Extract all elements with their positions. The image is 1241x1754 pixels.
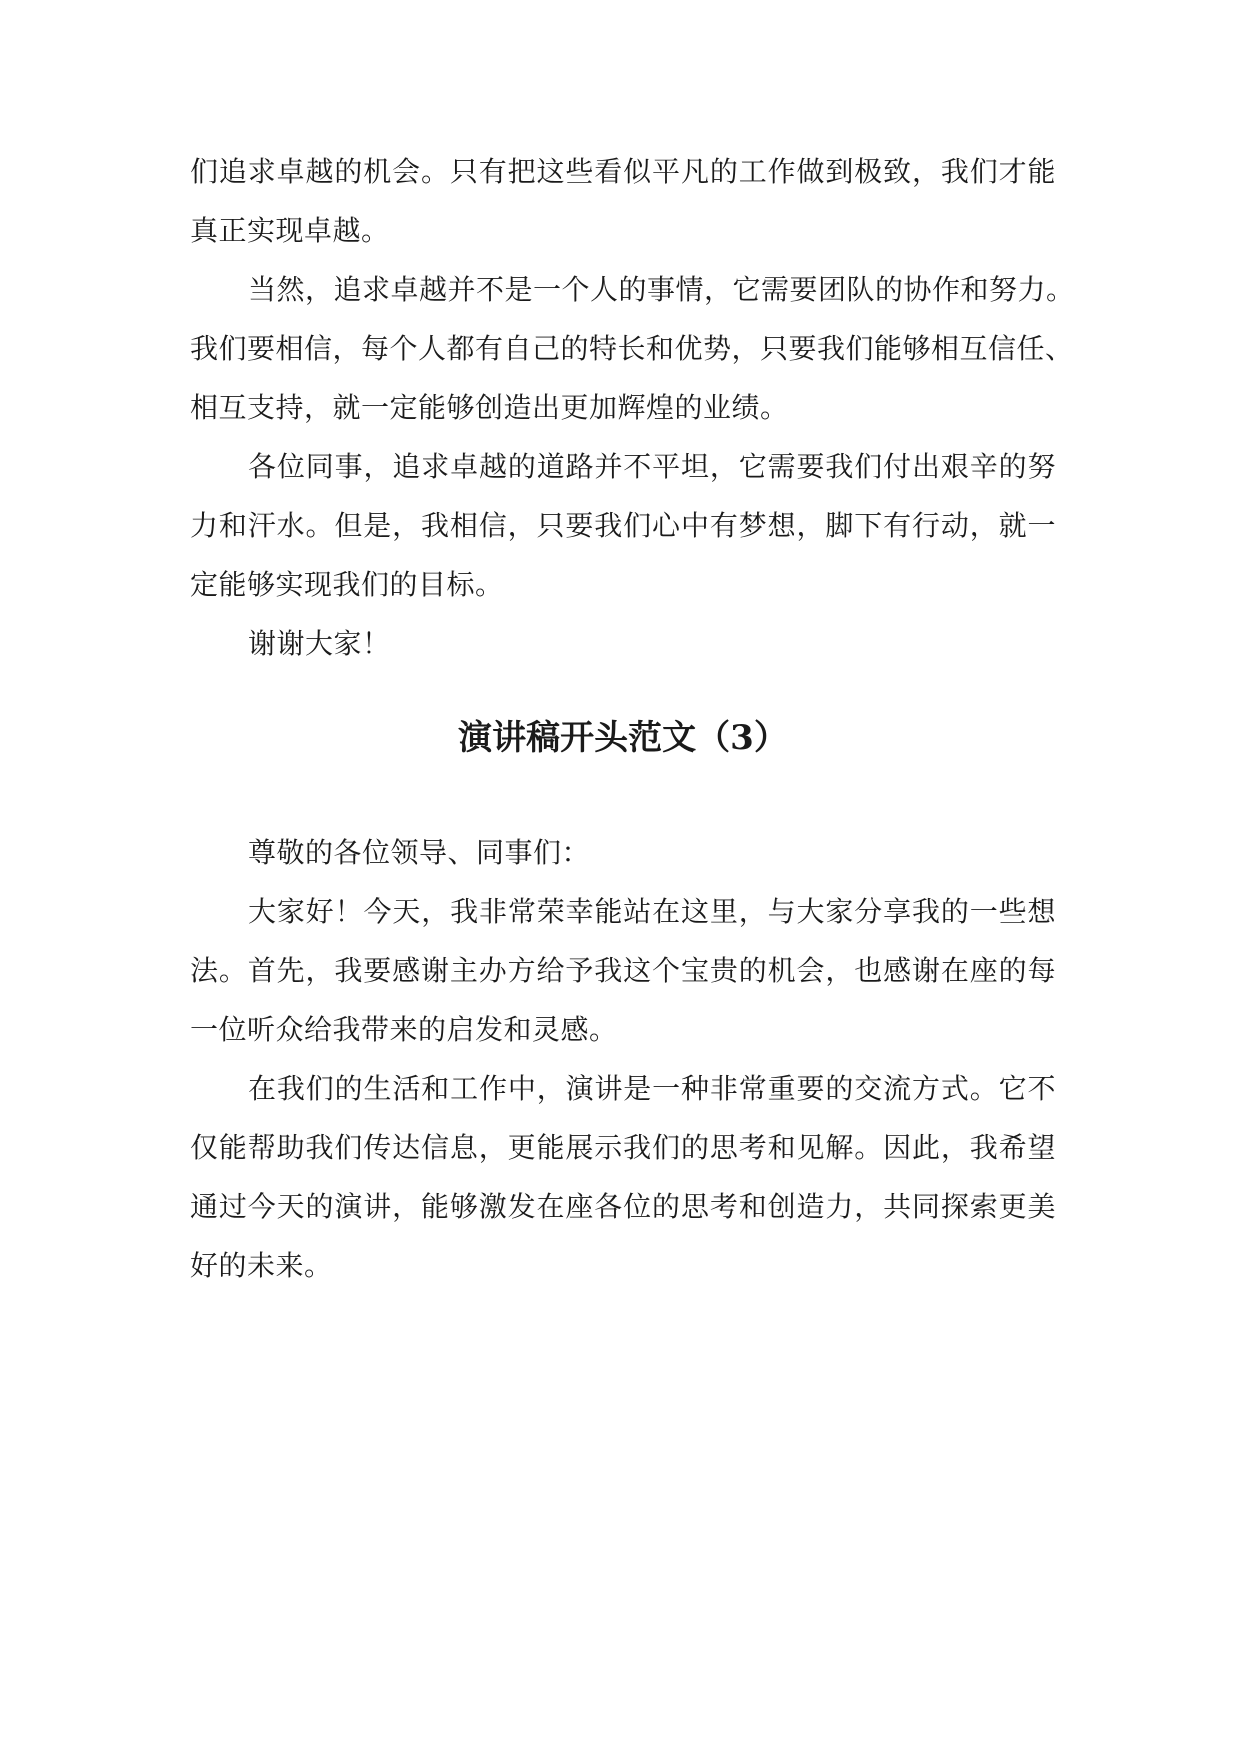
text-line: 相互支持，就一定能够创造出更加辉煌的业绩。 [190,391,789,424]
text-line: 好的未来。 [190,1249,333,1282]
section-heading: 演讲稿开头范文（3） [458,718,788,758]
document-body [190,142,1075,1295]
text-line: 定能够实现我们的目标。 [190,568,504,601]
text-line: 法。首先，我要感谢主办方给予我这个宝贵的机会，也感谢在座的每 [190,954,1056,987]
text-line: 仅能帮助我们传达信息，更能展示我们的思考和见解。因此，我希望 [190,1131,1056,1164]
text-line: 一位听众给我带来的启发和灵感。 [190,1013,618,1046]
text-line: 在我们的生活和工作中，演讲是一种非常重要的交流方式。它不 [248,1072,1056,1105]
text-line: 真正实现卓越。 [190,214,390,247]
text-line: 力和汗水。但是，我相信，只要我们心中有梦想，脚下有行动，就一 [190,509,1056,542]
text-line: 谢谢大家！ [248,627,391,660]
paragraph-thanks [190,614,1056,673]
paragraph-speech-importance [190,1059,1056,1295]
paragraph-salutation [190,823,1056,882]
paragraph-teamwork [190,260,1075,437]
paragraph-road [190,437,1056,614]
paragraph-greeting [190,882,1056,1059]
text-line: 当然，追求卓越并不是一个人的事情，它需要团队的协作和努力。 [248,273,1075,306]
text-line: 们追求卓越的机会。只有把这些看似平凡的工作做到极致，我们才能 [190,155,1056,188]
text-line: 尊敬的各位领导、同事们： [248,836,591,869]
text-line: 我们要相信，每个人都有自己的特长和优势，只要我们能够相互信任、 [190,332,1074,365]
text-line: 各位同事，追求卓越的道路并不平坦，它需要我们付出艰辛的努 [248,450,1056,483]
text-line: 通过今天的演讲，能够激发在座各位的思考和创造力，共同探索更美 [190,1190,1056,1223]
text-line: 大家好！今天，我非常荣幸能站在这里，与大家分享我的一些想 [248,895,1056,928]
paragraph-continuation [190,142,1056,260]
